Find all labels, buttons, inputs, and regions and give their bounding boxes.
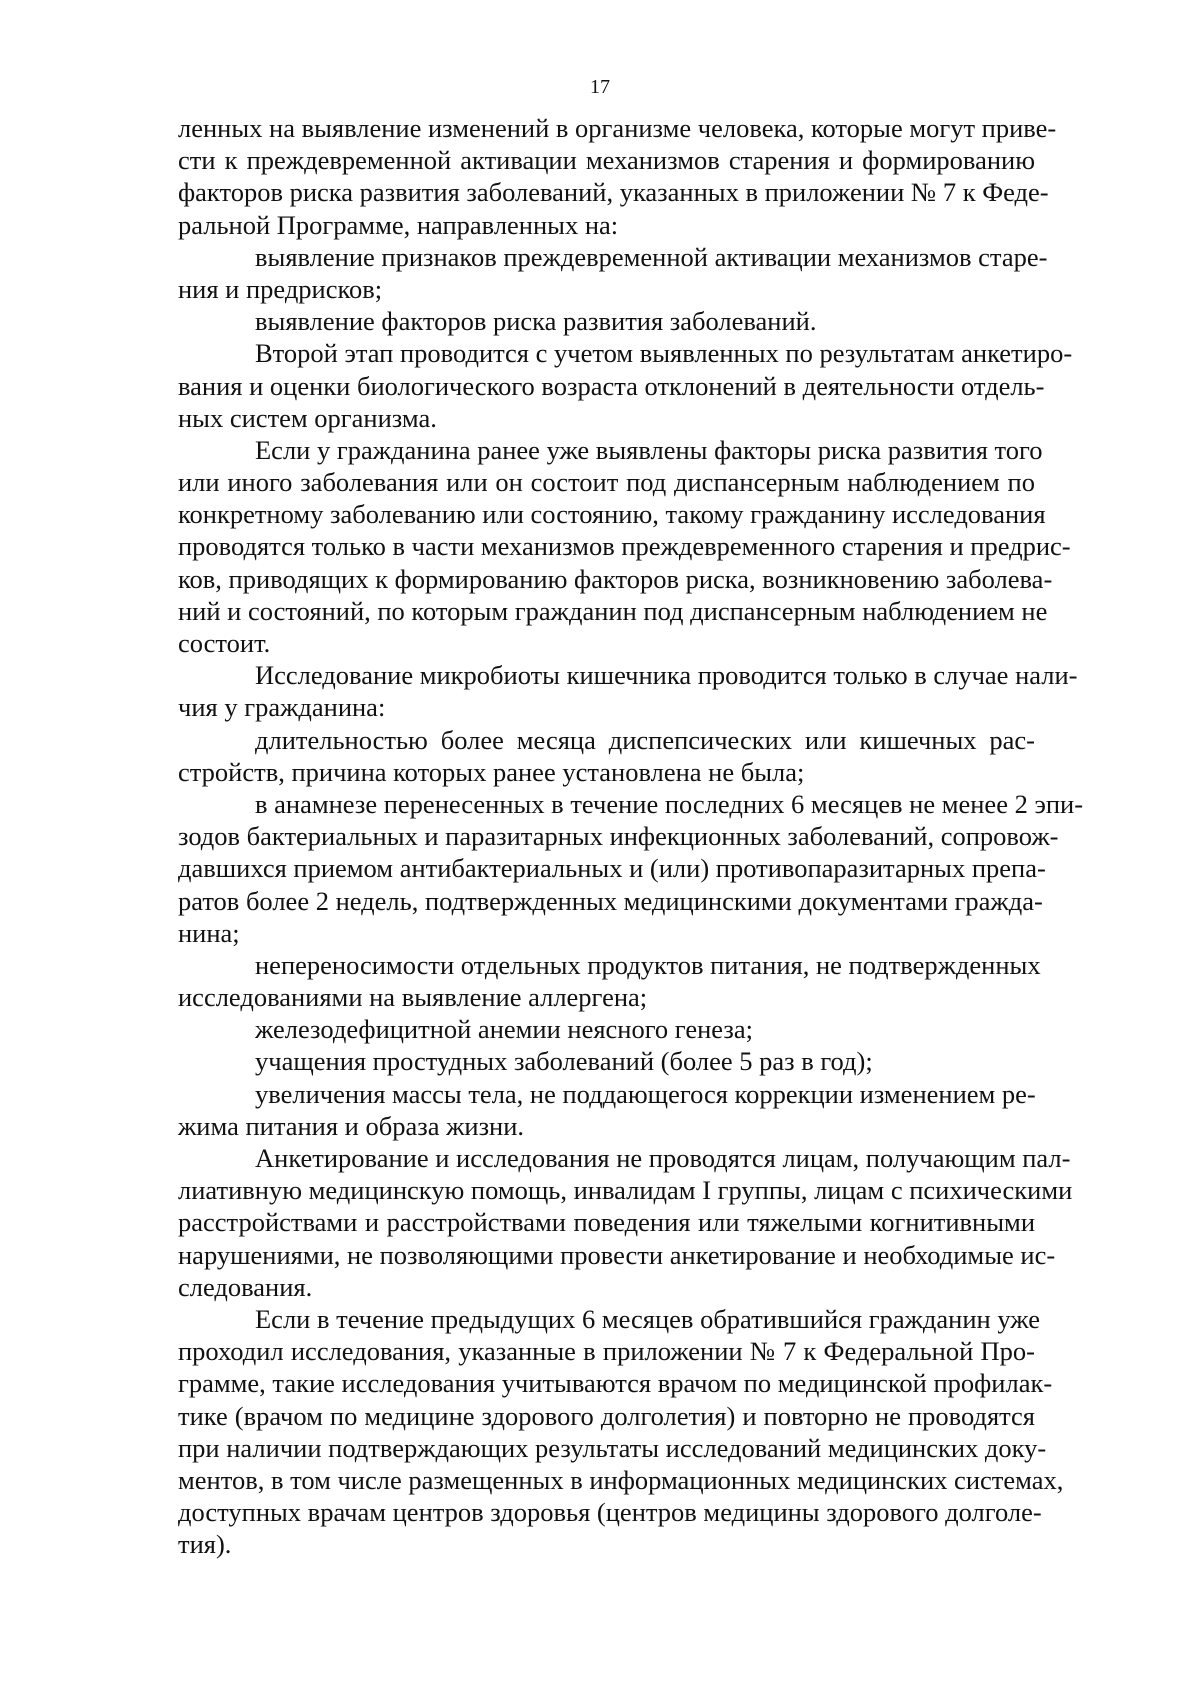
text-line: конкретному заболеванию или состоянию, такому гражданину исследования bbox=[178, 499, 1046, 530]
text-line: исследованиями на выявление аллергена; bbox=[178, 982, 648, 1013]
text-line: выявление признаков преждевременной активации механизмов старе- bbox=[255, 241, 1048, 272]
text-line: зодов бактериальных и паразитарных инфекционных заболеваний, сопровож- bbox=[178, 821, 1059, 852]
text-line: расстройствами и расстройствами поведения или тяжелыми когнитивными bbox=[178, 1207, 1035, 1238]
text-line: ных систем организма. bbox=[178, 402, 437, 433]
text-line: стройств, причина которых ранее установлена не была; bbox=[178, 756, 805, 787]
body-text bbox=[178, 112, 1084, 1560]
text-line: учащения простудных заболеваний (более 5 раз в год); bbox=[255, 1046, 873, 1077]
text-line: лиативную медицинскую помощь, инвалидам I группы, лицам с психическими bbox=[178, 1175, 1073, 1206]
text-line: Второй этап проводится с учетом выявленных по результатам анкетиро- bbox=[255, 338, 1073, 369]
text-line: вания и оценки биологического возраста отклонений в деятельности отдель- bbox=[178, 370, 1045, 401]
text-line: ральной Программе, направленных на: bbox=[178, 209, 619, 240]
text-line: или иного заболевания или он состоит под диспансерным наблюдением по bbox=[178, 467, 1035, 498]
text-line: жима питания и образа жизни. bbox=[178, 1110, 525, 1141]
text-line: увеличения массы тела, не поддающегося коррекции изменением ре- bbox=[255, 1078, 1036, 1109]
text-line: давшихся приемом антибактериальных и (или) противопаразитарных препа- bbox=[178, 853, 1046, 884]
text-line: Если в течение предыдущих 6 месяцев обратившийся гражданин уже bbox=[255, 1303, 1040, 1334]
text-line: в анамнезе перенесенных в течение последних 6 месяцев не менее 2 эпи- bbox=[255, 788, 1084, 819]
text-line: нарушениями, не позволяющими провести анкетирование и необходимые ис- bbox=[178, 1239, 1056, 1270]
text-line: ния и предрисков; bbox=[178, 273, 383, 304]
text-line: ленных на выявление изменений в организме человека, которые могут приве- bbox=[178, 113, 1057, 143]
text-line: Анкетирование и исследования не проводятся лицам, получающим пал- bbox=[255, 1143, 1071, 1173]
text-line: Исследование микробиоты кишечника проводится только в случае нали- bbox=[255, 660, 1078, 691]
text-line: тике (врачом по медицине здорового долголетия) и повторно не проводятся bbox=[178, 1400, 1035, 1431]
text-line: факторов риска развития заболеваний, указанных в приложении № 7 к Феде- bbox=[178, 177, 1049, 208]
text-line: железодефицитной анемии неясного генеза; bbox=[255, 1014, 753, 1045]
text-line: ратов более 2 недель, подтвержденных медицинскими документами гражда- bbox=[178, 885, 1043, 916]
text-line: грамме, такие исследования учитываются врачом по медицинской профилак- bbox=[178, 1368, 1053, 1399]
text-line: выявление факторов риска развития заболеваний. bbox=[255, 306, 817, 337]
text-line: ков, приводящих к формированию факторов риска, возникновению заболева- bbox=[178, 563, 1053, 594]
text-line: доступных врачам центров здоровья (центров медицины здорового долголе- bbox=[178, 1497, 1042, 1528]
text-line: непереносимости отдельных продуктов питания, не подтвержденных bbox=[255, 949, 1041, 980]
text-line: тия). bbox=[178, 1529, 232, 1560]
text-line: нина; bbox=[178, 917, 240, 948]
text-line: ний и состояний, по которым гражданин под диспансерным наблюдением не bbox=[178, 595, 1048, 626]
text-line: Если у гражданина ранее уже выявлены факторы риска развития того bbox=[255, 434, 1043, 465]
text-line: длительностью более месяца диспепсических или кишечных рас- bbox=[255, 724, 1035, 755]
text-line: чия у гражданина: bbox=[178, 692, 386, 723]
text-line: сти к преждевременной активации механизмов старения и формированию bbox=[178, 145, 1035, 176]
text-line: при наличии подтверждающих результаты исследований медицинских доку- bbox=[178, 1432, 1047, 1463]
page-number: 17 bbox=[590, 76, 610, 98]
text-line: ментов, в том числе размещенных в информационных медицинских системах, bbox=[178, 1464, 1064, 1495]
text-line: состоит. bbox=[178, 628, 271, 658]
text-line: проходил исследования, указанные в приложении № 7 к Федеральной Про- bbox=[178, 1336, 1035, 1367]
text-line: следования. bbox=[178, 1271, 313, 1302]
text-line: проводятся только в части механизмов преждевременного старения и предрис- bbox=[178, 531, 1071, 562]
